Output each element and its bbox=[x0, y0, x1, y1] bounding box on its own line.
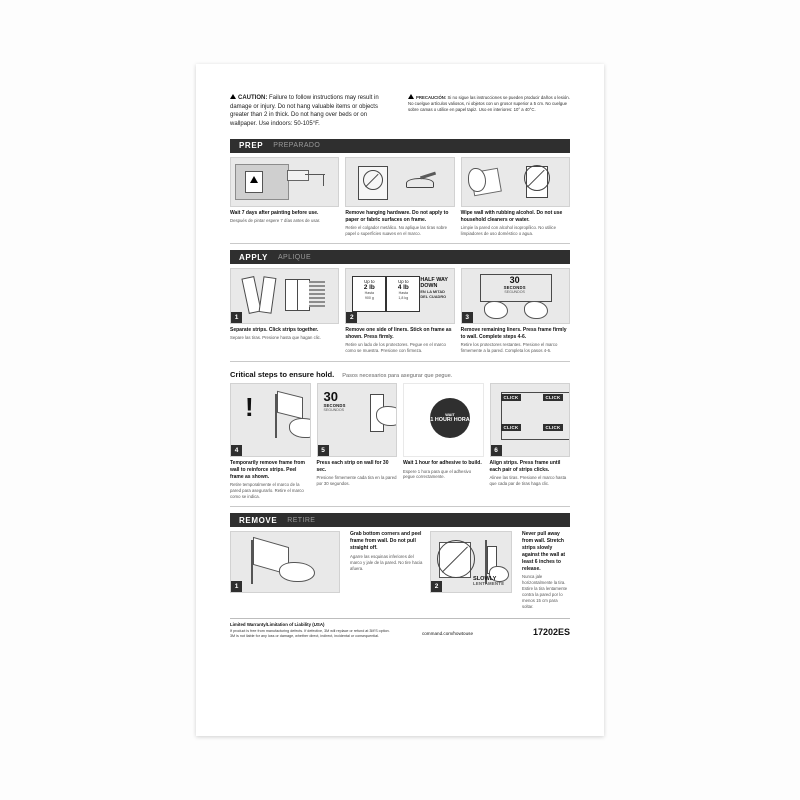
weight-badge-2lb bbox=[352, 276, 386, 312]
apply-caption-3 bbox=[461, 324, 570, 354]
exclamation-icon: ! bbox=[245, 392, 254, 423]
remove-panel-1-art bbox=[230, 531, 340, 610]
remove-panel-2-art bbox=[430, 531, 512, 610]
remove-caption-2-en: Never pull away from wall. Stretch strips slowly against the wall at least 6 inches to release. bbox=[522, 531, 566, 572]
remove-art-peel-corner bbox=[230, 531, 340, 593]
apply-art-press-frame bbox=[461, 268, 570, 324]
apply-label: APPLY bbox=[239, 252, 268, 262]
caution-text-en bbox=[230, 94, 390, 129]
caution-row bbox=[230, 94, 570, 129]
apply-panel-3 bbox=[461, 268, 570, 354]
apply-caption-1-es: Separe las tiras. Presione hasta que hagan clic. bbox=[230, 335, 322, 341]
weight-badge-2lb-value: 2 lb bbox=[363, 284, 375, 292]
caution-body-es: Si no sigue las instrucciones se pueden producir daños o lesión. No cuelgue artículos valiosos, ni objetos con un grosor superior a 5 cm. No cuelgue sobre camas o utilice en papel tapiz. Uso en interiores: 10° a 40°C. bbox=[408, 95, 570, 113]
divider-critical-remove bbox=[230, 506, 570, 507]
packaging-sheet bbox=[196, 64, 604, 736]
critical-panel-5 bbox=[317, 383, 398, 499]
critical-caption-wait-es: Espere 1 hora para que el adhesivo pegue correctamente. bbox=[403, 468, 472, 480]
critical-step-number-4: 4 bbox=[231, 445, 242, 456]
apply-panel-2 bbox=[345, 268, 454, 354]
apply-panel-1 bbox=[230, 268, 339, 354]
critical-art-click-strips bbox=[490, 383, 571, 457]
prep-caption-1-es: Después de pintar espere 7 días antes de usar. bbox=[230, 218, 321, 224]
divider-prep-apply bbox=[230, 243, 570, 244]
prep-caption-2-es: Retire el colgador metálico. No aplique las tiras sobre papel o superficies suaves en el marco. bbox=[345, 224, 448, 236]
critical-caption-wait-en: Wait 1 hour for adhesive to build. bbox=[403, 460, 482, 467]
seconds-badge-apply-es: SEGUNDOS bbox=[504, 290, 525, 295]
remove-step-number-1: 1 bbox=[231, 581, 242, 592]
seconds-badge-critical-en: SECONDS bbox=[323, 403, 346, 409]
seconds-badge-critical-num: 30 bbox=[323, 389, 338, 405]
prep-sublabel: PREPARADO bbox=[273, 142, 321, 150]
apply-sublabel: APLIQUE bbox=[277, 253, 312, 261]
one-hour-badge-label: 1 HOUR/ HORA bbox=[430, 417, 470, 424]
critical-step-number-5: 5 bbox=[318, 445, 329, 456]
prep-panel-1 bbox=[230, 157, 339, 237]
apply-step-number-3: 3 bbox=[462, 312, 473, 323]
weight-badge-2lb-upto: Up to bbox=[364, 279, 375, 285]
critical-panel-4 bbox=[230, 383, 311, 499]
weight-badge-2lb-metric: 900 g bbox=[364, 295, 374, 300]
seconds-badge-apply-num: 30 bbox=[509, 275, 520, 286]
apply-caption-3-en: Remove remaining liners. Press frame firmly to wall. Complete steps 4-6. bbox=[460, 327, 567, 340]
apply-caption-1-en: Separate strips. Click strips together. bbox=[230, 327, 319, 334]
apply-caption-2 bbox=[345, 324, 454, 354]
critical-caption-5-en: Press each strip on wall for 30 sec. bbox=[316, 460, 389, 474]
halfway-note-en: HALF WAY DOWN bbox=[420, 277, 448, 290]
seconds-badge-critical-es: SEGUNDOS bbox=[323, 408, 345, 413]
prep-label: PREP bbox=[239, 141, 264, 151]
warranty-title-main: Limited Warranty/Limitation of Liability bbox=[230, 622, 312, 628]
apply-caption-1 bbox=[230, 324, 339, 341]
apply-art-weight-guide bbox=[345, 268, 454, 324]
prep-caption-1-en: Wait 7 days after painting before use. bbox=[230, 209, 319, 216]
apply-art-separate-strips bbox=[230, 268, 339, 324]
apply-panels bbox=[230, 268, 570, 354]
one-hour-badge bbox=[430, 398, 470, 438]
warranty-title-suffix: (USA) bbox=[311, 622, 325, 628]
click-tag-4: CLICK bbox=[543, 424, 564, 431]
prep-caption-2 bbox=[345, 207, 454, 237]
remove-caption-2-es: Nunca jale horizontalmente la tira. Estire la tira lentamente contra la pared por lo menos 15 cm para soltar. bbox=[522, 574, 568, 610]
halfway-note-es: EN LA MITAD DEL CUADRO bbox=[420, 289, 447, 299]
critical-caption-4-en: Temporarily remove frame from wall to reinforce strips. Peel frame as shown. bbox=[230, 460, 305, 480]
apply-step-number-2: 2 bbox=[346, 312, 357, 323]
section-header-prep bbox=[230, 139, 570, 153]
caution-text-es bbox=[408, 94, 570, 113]
weight-badge-4lb bbox=[386, 276, 420, 312]
prep-caption-1 bbox=[230, 207, 339, 224]
prep-art-remove-hardware bbox=[345, 157, 454, 207]
apply-caption-3-es: Retire los protectores restantes. Presione el marco firmemente a la pared. Completa los pasos 4-6. bbox=[460, 342, 558, 353]
remove-panel-2-text bbox=[518, 531, 570, 610]
remove-panel-1-text bbox=[346, 531, 424, 610]
apply-caption-2-es: Retire un lado de los protectores. Pegue en el marco como se muestra. Presione con firmeza. bbox=[345, 342, 446, 353]
footer bbox=[230, 618, 570, 639]
slowly-label-en: SLOWLY bbox=[473, 576, 497, 583]
seconds-badge-critical bbox=[324, 390, 368, 412]
warranty-block bbox=[230, 622, 395, 639]
weight-badge-4lb-upto: Up to bbox=[398, 279, 409, 285]
remove-step-number-2: 2 bbox=[431, 581, 442, 592]
warning-triangle-icon bbox=[230, 94, 236, 99]
remove-label: REMOVE bbox=[239, 515, 278, 525]
critical-caption-6-en: Align strips. Press frame until each pair of strips clicks. bbox=[489, 460, 561, 474]
remove-caption-1-es: Agarre las esquinas inferiores del marco y jale de la pared. No tire hacia afuera. bbox=[350, 553, 423, 571]
warranty-title bbox=[230, 622, 395, 627]
weight-badge-2lb-hasta: Hasta bbox=[364, 291, 375, 296]
critical-art-wait-hour bbox=[403, 383, 484, 457]
critical-caption-6-es: Alinee las tiras. Presione el marco hasta que cada par de tiras haga clic. bbox=[489, 475, 567, 487]
warning-triangle-icon-es bbox=[408, 94, 414, 99]
section-header-apply bbox=[230, 250, 570, 264]
remove-sublabel: RETIRE bbox=[287, 516, 316, 524]
prep-art-paint-roller bbox=[230, 157, 339, 207]
apply-step-number-1: 1 bbox=[231, 312, 242, 323]
prep-caption-3-en: Wipe wall with rubbing alcohol. Do not use household cleaners or water. bbox=[460, 209, 563, 223]
prep-panel-3 bbox=[461, 157, 570, 237]
remove-caption-2 bbox=[522, 531, 570, 610]
caution-english bbox=[230, 94, 390, 129]
divider-apply-critical bbox=[230, 361, 570, 362]
apply-caption-2-en: Remove one side of liners. Stick on frame as shown. Press firmly. bbox=[345, 327, 452, 340]
critical-caption-4-es: Retire temporalmente el marco de la pared para asegurarlo. Retire el marco como se indica. bbox=[230, 482, 304, 499]
critical-step-number-6: 6 bbox=[491, 445, 502, 456]
prep-caption-2-en: Remove hanging hardware. Do not apply to paper or fabric surfaces on frame. bbox=[345, 209, 449, 223]
weight-badge-4lb-value: 4 lb bbox=[397, 284, 409, 292]
critical-caption-5-es: Presione firmemente cada tira en la pared por 30 segundos. bbox=[316, 475, 397, 487]
click-tag-3: CLICK bbox=[501, 424, 522, 431]
caution-title-en: CAUTION: bbox=[238, 95, 268, 101]
critical-steps-title-es: Pasos necesarios para asegurar que pegue. bbox=[342, 373, 453, 380]
critical-art-peel-frame bbox=[230, 383, 311, 457]
critical-panels bbox=[230, 383, 570, 499]
weight-badge-4lb-metric: 1,8 kg bbox=[398, 295, 409, 300]
instruction-sheet-content bbox=[230, 94, 570, 694]
caution-title-es: PRECAUCIÓN: bbox=[416, 95, 447, 100]
section-header-remove bbox=[230, 513, 570, 527]
critical-art-press-strip bbox=[317, 383, 398, 457]
critical-caption-4 bbox=[230, 457, 311, 499]
howto-url[interactable]: command.com/howtouse bbox=[421, 631, 474, 637]
prep-caption-3-es: Limpie la pared con alcohol isopropílico. No utilice limpiadores de uso doméstico o agua. bbox=[460, 224, 556, 236]
prep-panel-2 bbox=[345, 157, 454, 237]
critical-caption-6 bbox=[490, 457, 571, 487]
prep-art-wipe-wall bbox=[461, 157, 570, 207]
remove-caption-1-en: Grab bottom corners and peel frame from wall. Do not pull straight off. bbox=[350, 531, 422, 551]
critical-steps-title-en: Critical steps to ensure hold. bbox=[230, 370, 335, 380]
click-tag-1: CLICK bbox=[501, 394, 522, 401]
remove-panels bbox=[230, 531, 570, 610]
remove-caption-1 bbox=[350, 531, 424, 571]
critical-panel-6 bbox=[490, 383, 571, 499]
warranty-body: If product is free from manufacturing defects. If defective, 3M will replace or refund at 3M'S option. 3M is not liable for any loss or damage, whether direct, indirect, incidental or consequential. bbox=[230, 628, 390, 638]
caution-spanish bbox=[408, 94, 570, 129]
seconds-badge-apply-en: SECONDS bbox=[503, 285, 526, 291]
critical-panel-wait bbox=[403, 383, 484, 499]
click-tag-2: CLICK bbox=[543, 394, 564, 401]
slowly-label-es: LENTAMENTE bbox=[473, 581, 505, 587]
caution-body-en: Failure to follow instructions may result in damage or injury. Do not hang valuable items or objects greater than 2 in thick. Do not hang over beds or on wallpaper. Use indoors: 50-105°F. bbox=[230, 95, 379, 128]
remove-art-stretch-strip bbox=[430, 531, 512, 593]
halfway-note bbox=[420, 277, 448, 299]
sku-number: 17202ES bbox=[532, 627, 570, 638]
one-hour-badge-wait: WAIT bbox=[445, 413, 455, 418]
weight-badge-4lb-hasta: Hasta bbox=[398, 291, 409, 296]
prep-panels bbox=[230, 157, 570, 237]
critical-caption-5 bbox=[317, 457, 398, 487]
prep-caption-3 bbox=[461, 207, 570, 237]
critical-caption-wait bbox=[403, 457, 484, 480]
critical-steps-header bbox=[230, 370, 570, 379]
slowly-label bbox=[473, 576, 504, 587]
